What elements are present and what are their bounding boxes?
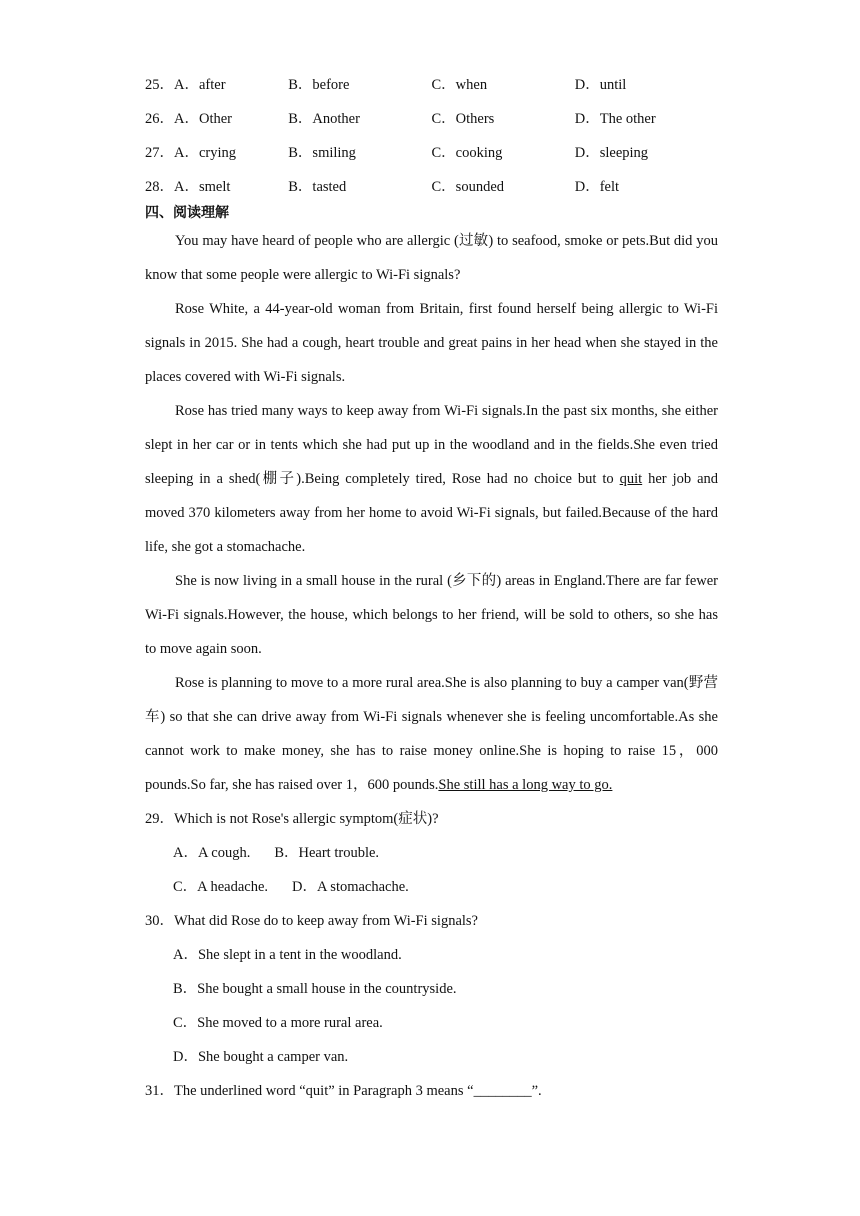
- option-row-27: [145, 134, 718, 168]
- cloze-options: [145, 66, 718, 202]
- paragraph-3: Rose has tried many ways to keep away from Wi-Fi signals.In the past six months, she either slept in her car or in tents which she had put up in the woodland and in the fields.She even tried sleeping in a shed(棚子).Being completely tired, Rose had no choice but to quit her job and moved 370 kilometers away from her home to avoid Wi-Fi signals, but failed.Because of the hard life, she got a stomachache.: [145, 403, 718, 555]
- question-29: [145, 802, 718, 904]
- question-stem: 31．The underlined word “quit” in Paragraph 3 means “________”.: [145, 1083, 542, 1099]
- choice-c: C．A headache.: [173, 879, 269, 895]
- paragraph-2: Rose White, a 44-year-old woman from Britain, first found herself being allergic to Wi-Fi signals in 2015. She had a cough, heart trouble and great pains in her head when she stayed in the places covered with Wi-Fi signals.: [145, 301, 718, 385]
- paragraph-5: Rose is planning to move to a more rural area.She is also planning to buy a camper van(野营车) so that she can drive away from Wi-Fi signals whenever she is feeling uncomfortable.As she cannot work to make money, she has to raise money online.She is hoping to raise 15，000 pounds.So far, she has raised over 1，600 pounds.She still has a long way to go.: [145, 675, 718, 793]
- option-d: D．felt: [574, 178, 620, 195]
- option-a: 28．A．smelt: [145, 178, 231, 195]
- option-row-25: [145, 66, 718, 100]
- option-b: B．before: [288, 76, 350, 93]
- question-31: [145, 1074, 718, 1108]
- choice-d: D．She bought a camper van.: [173, 1049, 349, 1065]
- reading-passage: [145, 224, 718, 802]
- option-c: C．sounded: [431, 178, 504, 195]
- option-b: B．Another: [288, 110, 360, 127]
- choice-b: B．She bought a small house in the countryside.: [173, 981, 457, 997]
- option-c: C．cooking: [431, 144, 503, 161]
- choice-c: C．She moved to a more rural area.: [173, 1015, 383, 1031]
- answer-row: [145, 836, 718, 870]
- option-c: C．when: [431, 76, 488, 93]
- choice-a: A．A cough.: [173, 845, 251, 861]
- option-b: B．tasted: [288, 178, 347, 195]
- option-d: D．sleeping: [574, 144, 649, 161]
- option-a: 25．A．after: [145, 76, 226, 93]
- option-row-28: [145, 168, 718, 202]
- choice-a: A．She slept in a tent in the woodland.: [173, 947, 402, 963]
- choice-d: D．A stomachache.: [292, 879, 409, 895]
- option-d: D．until: [574, 76, 627, 93]
- exam-page: [145, 66, 718, 1108]
- option-a: 27．A．crying: [145, 144, 237, 161]
- option-a: 26．A．Other: [145, 110, 232, 127]
- section-title: 四、阅读理解: [145, 205, 229, 221]
- question-stem: 30．What did Rose do to keep away from Wi-Fi signals?: [145, 913, 478, 929]
- answer-row: [145, 870, 718, 904]
- option-d: D．The other: [574, 110, 656, 127]
- choice-b: B．Heart trouble.: [274, 845, 380, 861]
- option-b: B．smiling: [288, 144, 356, 161]
- underlined-word: quit: [619, 471, 643, 487]
- option-row-26: [145, 100, 718, 134]
- underlined-sentence: She still has a long way to go.: [438, 777, 613, 793]
- paragraph-1: You may have heard of people who are allergic (过敏) to seafood, smoke or pets.But did you know that some people were allergic to Wi-Fi signals?: [145, 233, 718, 283]
- paragraph-4: She is now living in a small house in the rural (乡下的) areas in England.There are far fewer Wi-Fi signals.However, the house, which belongs to her friend, will be sold to others, so she has to move again soon.: [145, 573, 718, 657]
- question-30: [145, 904, 718, 1074]
- option-c: C．Others: [431, 110, 495, 127]
- question-stem: 29．Which is not Rose's allergic symptom(症状)?: [145, 811, 439, 827]
